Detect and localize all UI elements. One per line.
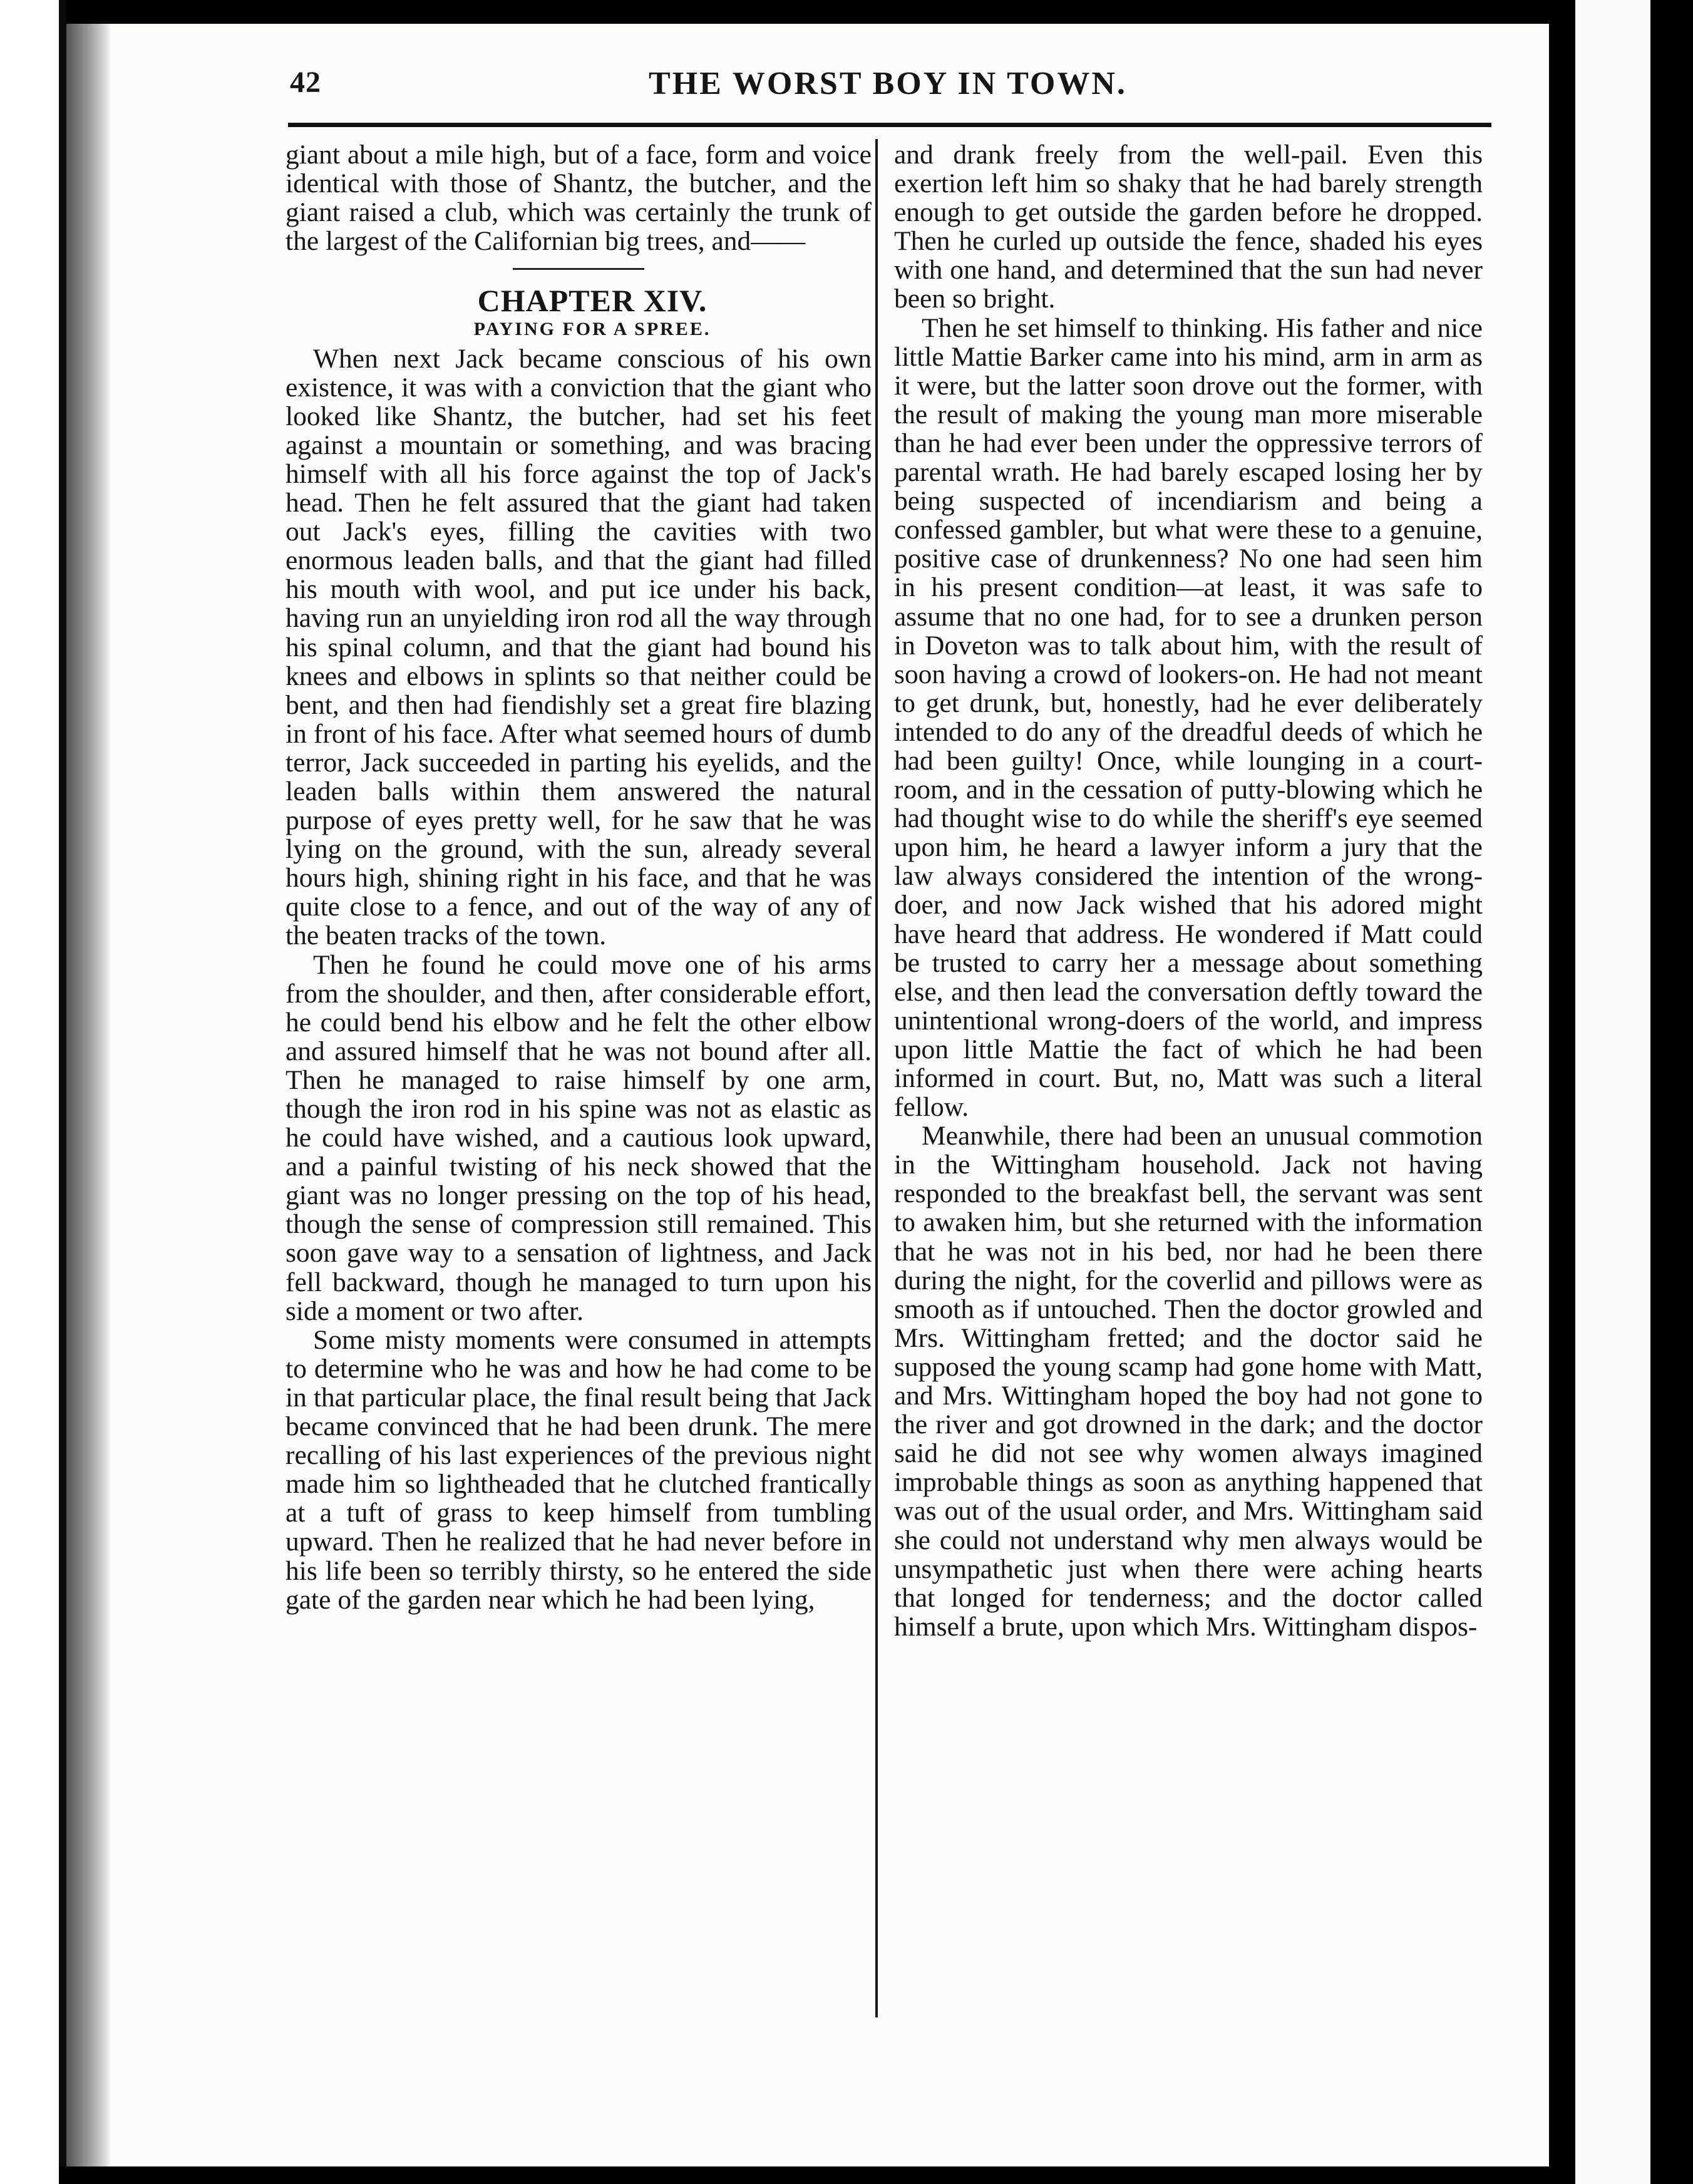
- scan-right-border: [1549, 0, 1693, 2184]
- chapter-title: CHAPTER XIV.: [477, 283, 708, 319]
- scan-left-border: [59, 0, 66, 2166]
- chapter-subtitle: PAYING FOR A SPREE.: [473, 319, 711, 340]
- paragraph: When next Jack became conscious of his own existence, it was with a conviction that the giant who looked like Shantz, the butcher, had set his feet against a mountain or something, and was bracing himself with all his force against the top of Jack's head. Then he felt assured that the giant had taken out Jack's eyes, filling the cavities with two enormous leaden balls, and that the giant had filled his mouth with wool, and put ice under his back, having run an unyielding iron rod all the way through his spinal column, and that the giant had bound his knees and elbows in splints so that neither could be bent, and then had fiendishly set a great fire blazing in front of his face. After what seemed hours of dumb terror, Jack succeeded in parting his eyelids, and the leaden balls within them answered the natural purpose of eyes pretty well, for he saw that he was lying on the ground, with the sun, already several hours high, shining right in his face, and that he was quite close to a fence, and out of the way of any of the beaten tracks of the town.: [286, 343, 872, 951]
- page-header: [290, 65, 1486, 115]
- paragraph: Then he found he could move one of his arms from the shoulder, and then, after considerable effort, he could bend his elbow and he felt the other elbow and assured himself that he was not bound after all. Then he managed to raise himself by one arm, though the iron rod in his spine was not as elastic as he could have wished, and a cautious look upward, and a painful twisting of his neck showed that the giant was no longer pressing on the top of his head, though the sense of compression still remained. This soon gave way to a sensation of lightness, and Jack fell backward, though he managed to turn upon his side a moment or two after.: [286, 949, 872, 1326]
- opening-paragraph: giant about a mile high, but of a face, form and voice identical with those of Shantz, the butcher, and the giant raised a club, which was certainly the trunk of the largest of the Californian big trees, and——: [286, 140, 872, 257]
- scan-top-border: [59, 0, 1693, 24]
- scan-bottom-border: [59, 2166, 1549, 2184]
- paragraph: Some misty moments were consumed in attempts to determine who he was and how he had come to be in that particular place, the final result being that Jack became convinced that he had been drunk. The mere recalling of his last experiences of the previous night made him so lightheaded that he clutched frantically at a tuft of grass to keep himself from tumbling upward. Then he realized that he had never before in his life been so terribly thirsty, so he entered the side gate of the garden near which he had been lying,: [286, 1324, 872, 1615]
- paragraph: Then he set himself to thinking. His father and nice little Mattie Barker came into his mind, arm in arm as it were, but the latter soon drove out the former, with the result of making the young man more miserable than he had ever been under the oppressive terrors of parental wrath. He had barely escaped losing her by being suspected of incendiarism and being a confessed gambler, but what were these to a genuine, positive case of drunkenness? No one had seen him in his present condition—at least, it was safe to assume that no one had, for to see a drunken person in Doveton was to talk about him, with the result of soon having a crowd of lookers-on. He had not meant to get drunk, but, honestly, had he ever deliberately intended to do any of the dreadful deeds of which he had been guilty! Once, while lounging in a court-room, and in the cessation of putty-blowing which he had thought wise to do while the sheriff's eye seemed upon him, he heard a lawyer inform a jury that the law always considered the intention of the wrong-doer, and now Jack wished that his adored might have heard that address. He wondered if Matt could be trusted to carry her a message about something else, and then lead the conversation deftly toward the unintentional wrong-doers of the world, and impress upon little Mattie the fact of which he had been informed in court. But, no, Matt was such a literal fellow.: [894, 312, 1483, 1123]
- header-rule: [288, 123, 1491, 127]
- next-page-edge: [1575, 0, 1650, 2184]
- section-rule: [513, 268, 644, 270]
- running-title: THE WORST BOY IN TOWN.: [649, 66, 1127, 101]
- paragraph: Meanwhile, there had been an unusual commotion in the Wittingham household. Jack not having responded to the breakfast bell, the servant was sent to awaken him, but she returned with the information that he was not in his bed, nor had he been there during the night, for the coverlid and pillows were as smooth as if untouched. Then the doctor growled and Mrs. Wittingham fretted; and the doctor said he supposed the young scamp had gone home with Matt, and Mrs. Wittingham hoped the boy had not gone to the river and got drowned in the dark; and the doctor said he did not see why women always imagined improbable things as soon as anything happened that was out of the usual order, and Mrs. Wittingham said she could not understand why men always would be unsympathetic just when there were aching hearts that longed for tenderness; and the doctor called himself a brute, upon which Mrs. Wittingham dispos-: [894, 1121, 1483, 1642]
- column-divider: [875, 139, 878, 2017]
- book-gutter-shadow: [66, 24, 110, 2166]
- continued-paragraph: and drank freely from the well-pail. Even this exertion left him so shaky that he had barely strength enough to get outside the garden before he dropped. Then he curled up outside the fence, shaded his eyes with one hand, and determined that the sun had never been so bright.: [894, 140, 1483, 314]
- left-column: [286, 140, 872, 1614]
- right-column: [894, 140, 1483, 1641]
- page-number: 42: [290, 66, 321, 99]
